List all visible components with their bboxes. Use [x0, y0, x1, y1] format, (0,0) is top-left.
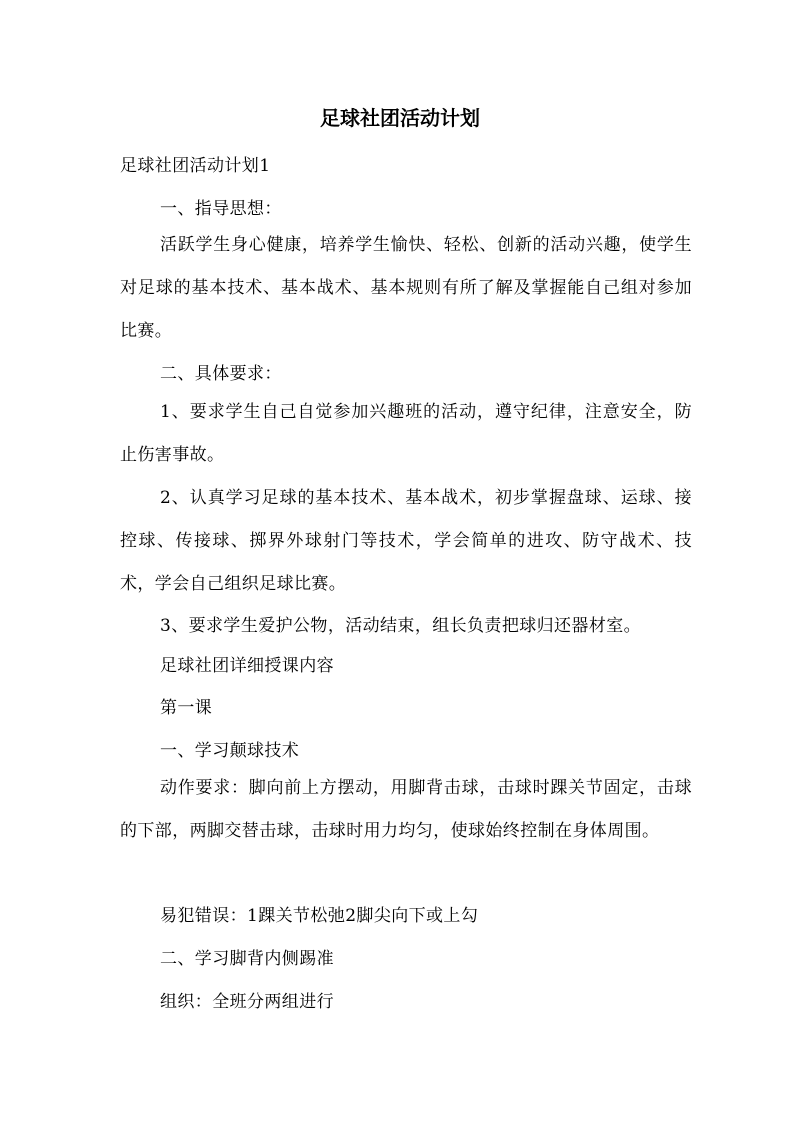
- lesson-heading: 第一课: [160, 698, 213, 718]
- paragraph-guiding-idea: 活跃学生身心健康，培养学生愉快、轻松、创新的活动兴趣，使学生对足球的基本技术、基本战术、基本规则有所了解及掌握能自己组对参加比赛。: [120, 235, 692, 341]
- lesson-topic-juggling: 一、学习颠球技术: [160, 741, 300, 761]
- section-heading-guiding-idea: 一、指导思想：: [160, 199, 282, 219]
- paragraph-requirement-3: 3、要求学生爱护公物，活动结束，组长负责把球归还器材室。: [160, 616, 642, 636]
- plan-heading: 足球社团活动计划1: [120, 156, 271, 176]
- paragraph-organization: 组织：全班分两组进行: [160, 992, 334, 1012]
- paragraph-requirement-1: 1、要求学生自己自觉参加兴趣班的活动，遵守纪律，注意安全，防止伤害事故。: [120, 402, 692, 465]
- lesson-topic-instep-kick: 二、学习脚背内侧踢准: [160, 949, 334, 969]
- section-heading-course-content: 足球社团详细授课内容: [160, 656, 334, 676]
- paragraph-action-requirements: 动作要求：脚向前上方摆动，用脚背击球，击球时踝关节固定，击球的下部，两脚交替击球，击球时用力均匀，使球始终控制在身体周围。: [120, 778, 692, 841]
- paragraph-requirement-2: 2、认真学习足球的基本技术、基本战术，初步掌握盘球、运球、接控球、传接球、掷界外球射门等技术，学会简单的进攻、防守战术、技术，学会自己组织足球比赛。: [120, 488, 692, 594]
- paragraph-common-errors: 易犯错误：1踝关节松弛2脚尖向下或上勾: [160, 906, 479, 926]
- document-title: 足球社团活动计划: [320, 106, 480, 130]
- section-heading-requirements: 二、具体要求：: [160, 364, 282, 384]
